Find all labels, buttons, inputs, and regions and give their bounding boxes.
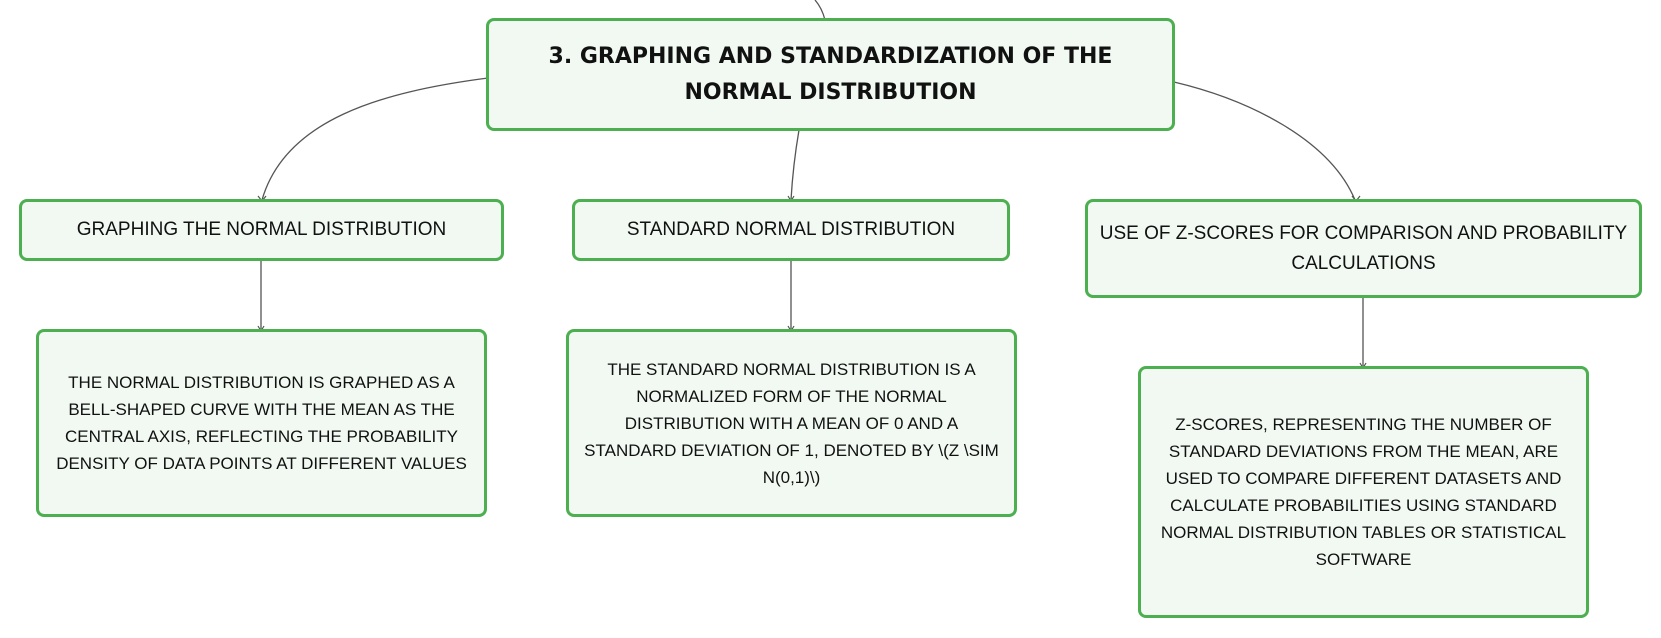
leaf-detail-standard-normal: THE STANDARD NORMAL DISTRIBUTION IS A NORMALIZED FORM OF THE NORMAL DISTRIBUTION WITH A MEAN OF 0 AND A STANDARD DEVIATION OF 1, DENOTED BY \(Z \SIM N(0,1)\): [584, 359, 999, 487]
connector-main-to-branch-3: [1174, 82, 1355, 200]
connector-main-to-branch-2: [791, 130, 799, 200]
main-topic-title: 3. GRAPHING AND STANDARDIZATION OF THE NORMAL DISTRIBUTION: [548, 43, 1113, 105]
leaf-detail-graphing: THE NORMAL DISTRIBUTION IS GRAPHED AS A BELL-SHAPED CURVE WITH THE MEAN AS THE CENTRAL AXIS, REFLECTING THE PROBABILITY DENSITY OF DATA POINTS AT DIFFERENT VALUES: [56, 373, 467, 473]
branch-heading-z-scores: USE OF Z-SCORES FOR COMPARISON AND PROBABILITY CALCULATIONS: [1099, 222, 1628, 274]
branch-heading-standard-normal: STANDARD NORMAL DISTRIBUTION: [626, 219, 956, 240]
connector-from-parent: [815, 0, 825, 20]
branch-node-z-scores[interactable]: [1085, 199, 1642, 298]
main-topic-node[interactable]: [486, 18, 1175, 131]
branch-node-graphing[interactable]: [19, 199, 504, 261]
branch-heading-graphing: GRAPHING THE NORMAL DISTRIBUTION: [76, 219, 447, 240]
leaf-detail-z-scores: Z-SCORES, REPRESENTING THE NUMBER OF STANDARD DEVIATIONS FROM THE MEAN, ARE USED TO COMPARE DIFFERENT DATASETS AND CALCULATE PROBABILITIES USING STANDARD NORMAL DISTRIBUTION TABLES OR STATISTICAL SOFTWARE: [1160, 415, 1567, 569]
connector-main-to-branch-1: [262, 78, 488, 200]
leaf-node-standard-normal[interactable]: [566, 329, 1017, 517]
branch-node-standard-normal[interactable]: [572, 199, 1010, 261]
leaf-node-graphing[interactable]: [36, 329, 487, 517]
leaf-node-z-scores[interactable]: [1138, 366, 1589, 618]
